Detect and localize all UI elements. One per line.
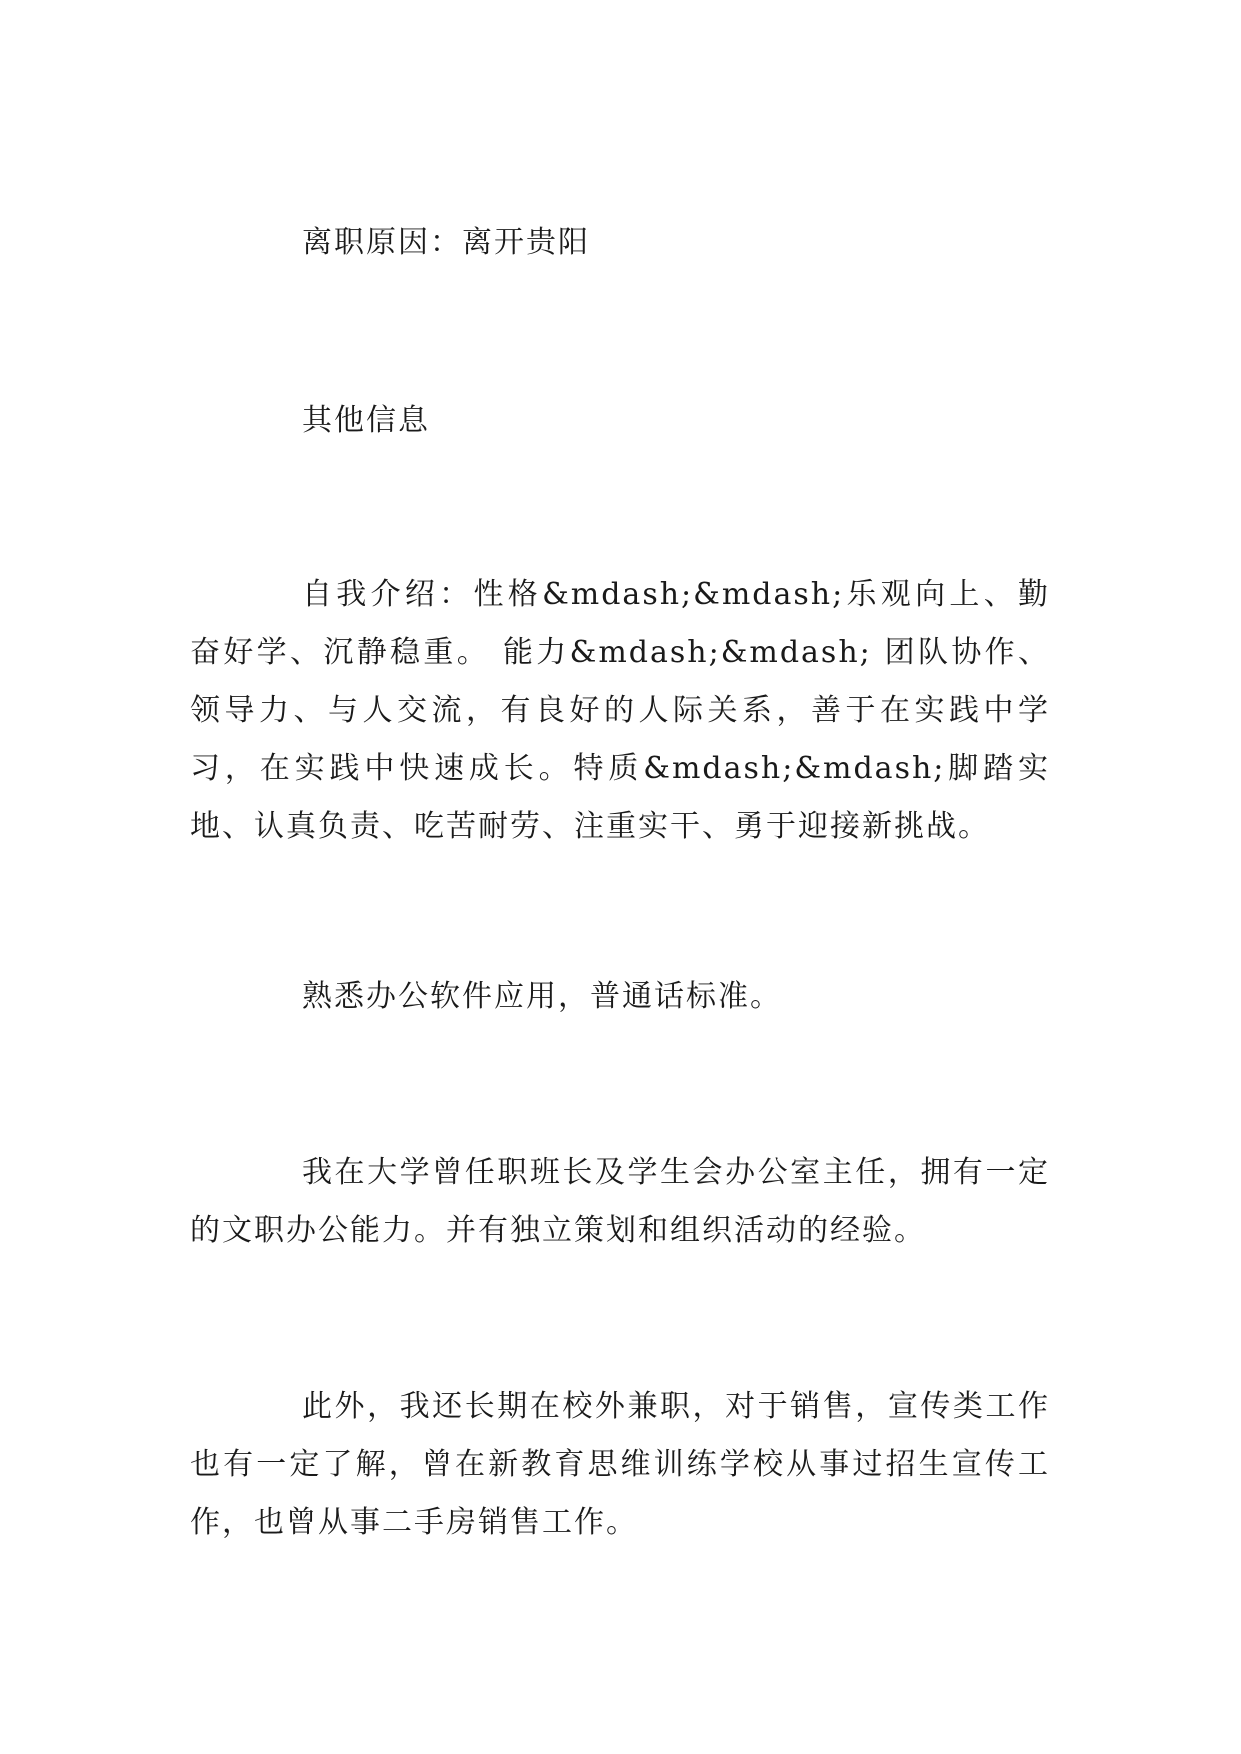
skills-paragraph: 熟悉办公软件应用，普通话标准。 — [302, 979, 782, 1014]
self-introduction-paragraph: 自我介绍：性格&mdash;&mdash;乐观向上、勤奋好学、沉静稳重。 能力&mdash;&mdash; 团队协作、领导力、与人交流，有良好的人际关系，善于在实践中学习，在实践中快速成长。特质&mdash;&mdash;脚踏实地、认真负责、吃苦耐劳、注重实干、勇于迎接新挑战。 — [190, 577, 1050, 844]
leave-reason-paragraph: 离职原因：离开贵阳 — [302, 225, 590, 260]
other-info-heading: 其他信息 — [302, 403, 430, 438]
experience-paragraph: 我在大学曾任职班长及学生会办公室主任，拥有一定的文职办公能力。并有独立策划和组织活动的经验。 — [190, 1155, 1050, 1248]
part-time-paragraph: 此外，我还长期在校外兼职，对于销售，宣传类工作也有一定了解，曾在新教育思维训练学校从事过招生宣传工作，也曾从事二手房销售工作。 — [190, 1389, 1050, 1540]
